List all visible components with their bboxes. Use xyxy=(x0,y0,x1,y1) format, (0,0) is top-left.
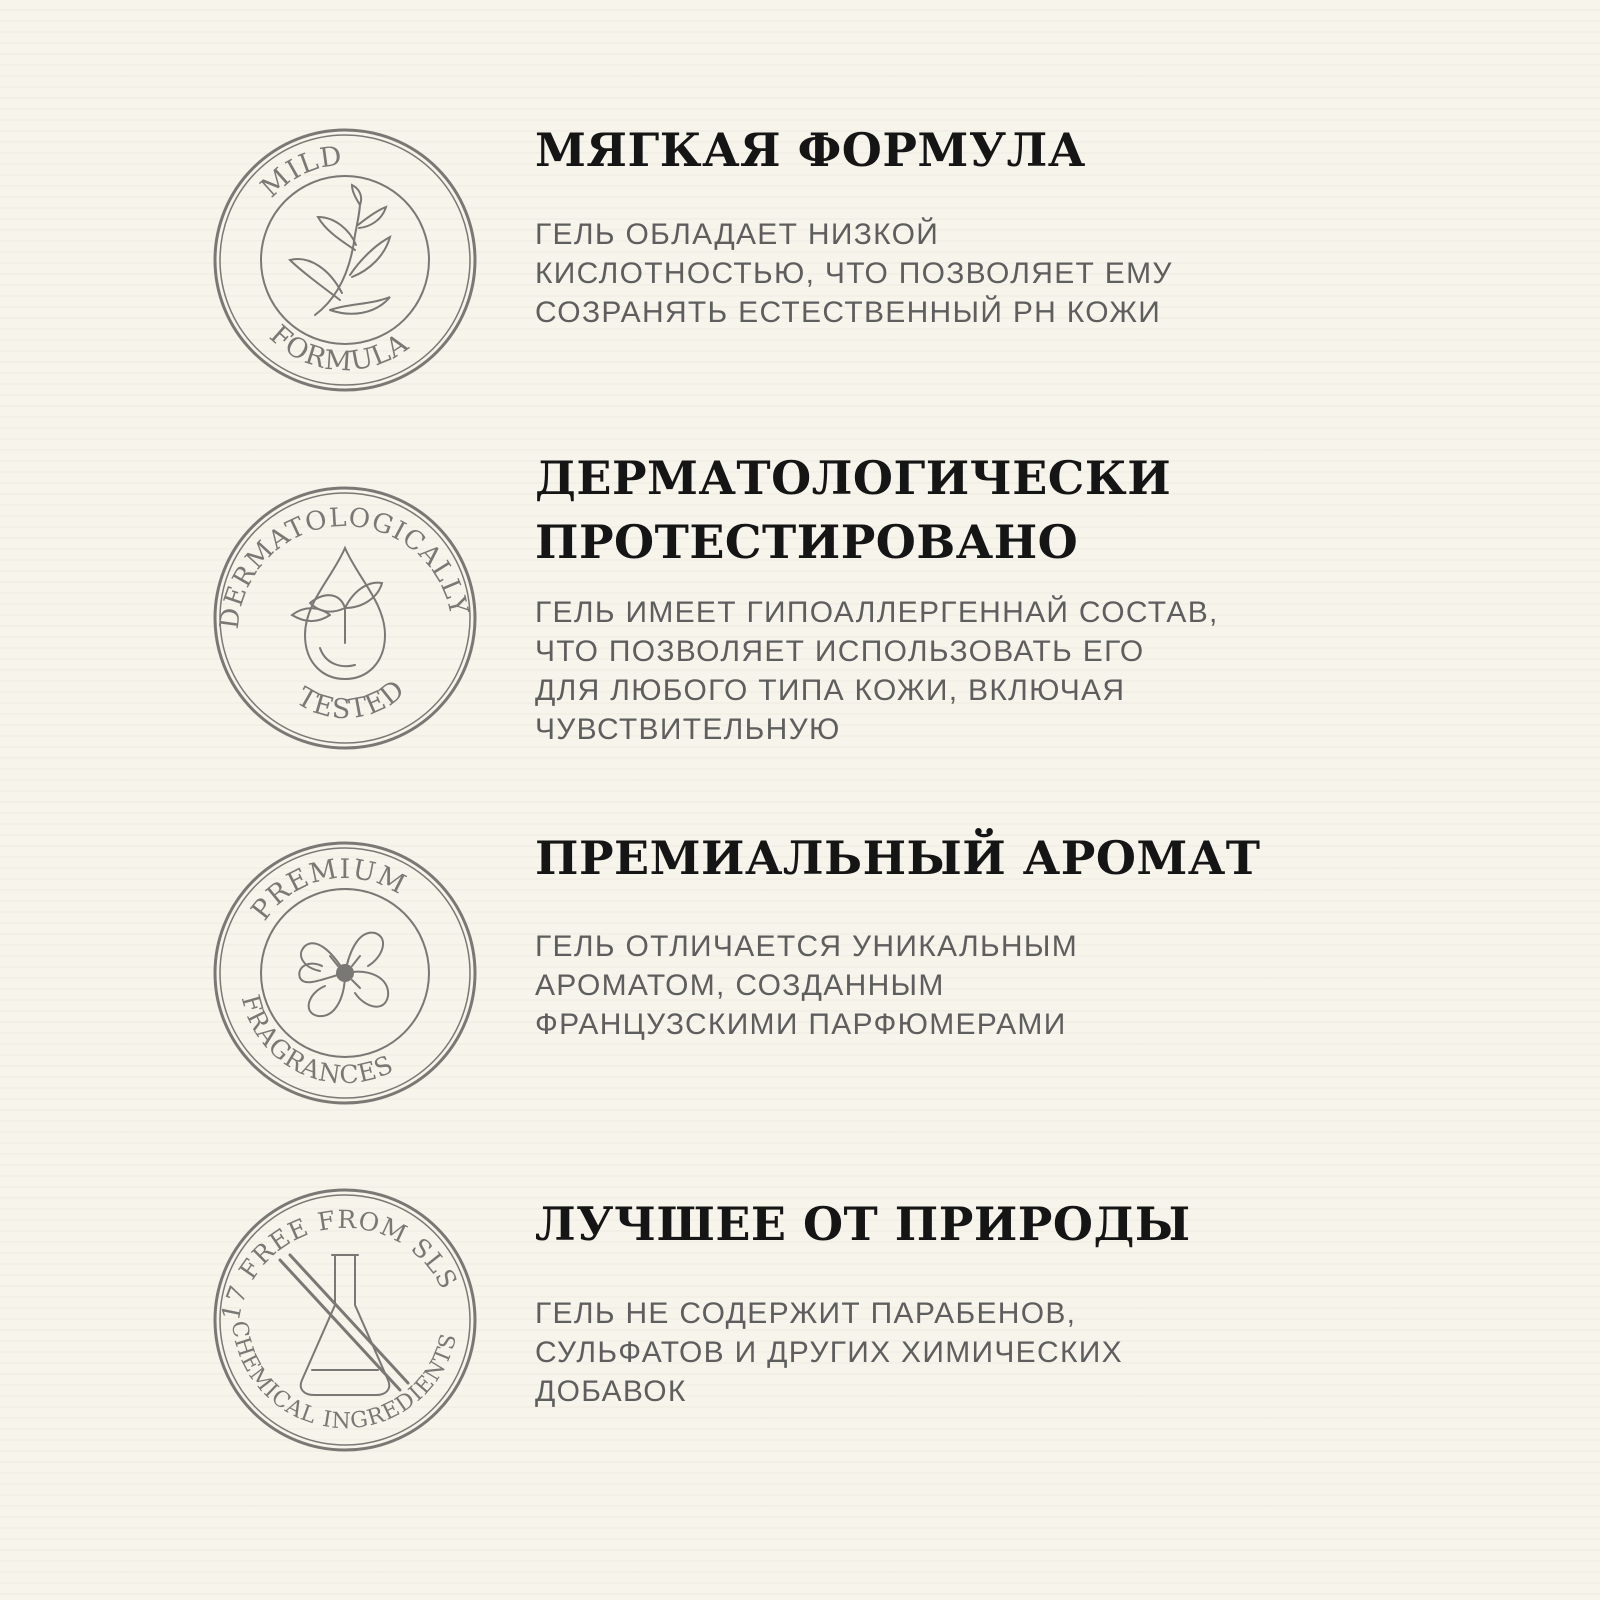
mild-formula-description: ГЕЛЬ ОБЛАДАЕТ НИЗКОЙ КИСЛОТНОСТЬЮ, ЧТО ПОЗВОЛЯЕТ ЕМУ СОЗРАНЯТЬ ЕСТЕСТВЕННЫЙ PH КОЖИ xyxy=(535,218,1173,329)
mild-seal-top-text: MILD xyxy=(255,140,345,204)
premium-seal-top-text: PREMIUM xyxy=(245,853,412,927)
premium-fragrance-title: ПРЕМИАЛЬНЫЙ АРОМАТ xyxy=(535,831,1261,885)
free-seal-bottom-text: CHEMICAL INGREDIENTS xyxy=(225,1319,463,1435)
dermatologically-tested-badge xyxy=(210,483,480,753)
derm-seal-top-text: DERMATOLOGICALLY xyxy=(214,502,474,631)
dermatologically-tested-description: ГЕЛЬ ИМЕЕТ ГИПОАЛЛЕРГЕННАЙ СОСТАВ, ЧТО ПОЗВОЛЯЕТ ИСПОЛЬЗОВАТЬ ЕГО ДЛЯ ЛЮБОГО ТИПА КОЖИ, ВКЛЮЧАЯ ЧУВСТВИТЕЛЬНУЮ xyxy=(535,596,1219,746)
premium-fragrances-badge xyxy=(210,838,480,1108)
tea-leaf-icon xyxy=(290,185,390,315)
mild-formula-seal xyxy=(210,125,480,395)
premium-fragrance-description: ГЕЛЬ ОТЛИЧАЕТСЯ УНИКАЛЬНЫМ АРОМАТОМ, СОЗДАННЫМ ФРАНЦУЗСКИМИ ПАРФЮМЕРАМИ xyxy=(535,930,1079,1041)
free-seal-top-text: 17 FREE FROM SLS xyxy=(215,1204,464,1323)
mild-formula-badge xyxy=(210,125,480,395)
crossed-flask-icon xyxy=(280,1255,408,1395)
mild-formula-title: МЯГКАЯ ФОРМУЛА xyxy=(535,123,1086,177)
free-from-chemicals-badge xyxy=(210,1185,480,1455)
mild-seal-bottom-text: FORMULA xyxy=(263,319,415,378)
best-from-nature-description: ГЕЛЬ НЕ СОДЕРЖИТ ПАРАБЕНОВ, СУЛЬФАТОВ И ДРУГИХ ХИМИЧЕСКИХ ДОБАВОК xyxy=(535,1297,1123,1408)
dermatologically-tested-seal xyxy=(210,483,480,753)
premium-fragrances-seal xyxy=(210,838,480,1108)
flower-icon xyxy=(299,933,388,1016)
free-from-chemicals-seal xyxy=(210,1185,480,1455)
dermatologically-tested-title: ДЕРМАТОЛОГИЧЕСКИ ПРОТЕСТИРОВАНО xyxy=(535,451,1172,569)
best-from-nature-title: ЛУЧШЕЕ ОТ ПРИРОДЫ xyxy=(535,1197,1191,1251)
premium-seal-bottom-text: FRAGRANCES xyxy=(235,991,398,1090)
derm-seal-bottom-text: TESTED xyxy=(291,673,412,726)
drop-leaf-icon xyxy=(292,548,385,679)
